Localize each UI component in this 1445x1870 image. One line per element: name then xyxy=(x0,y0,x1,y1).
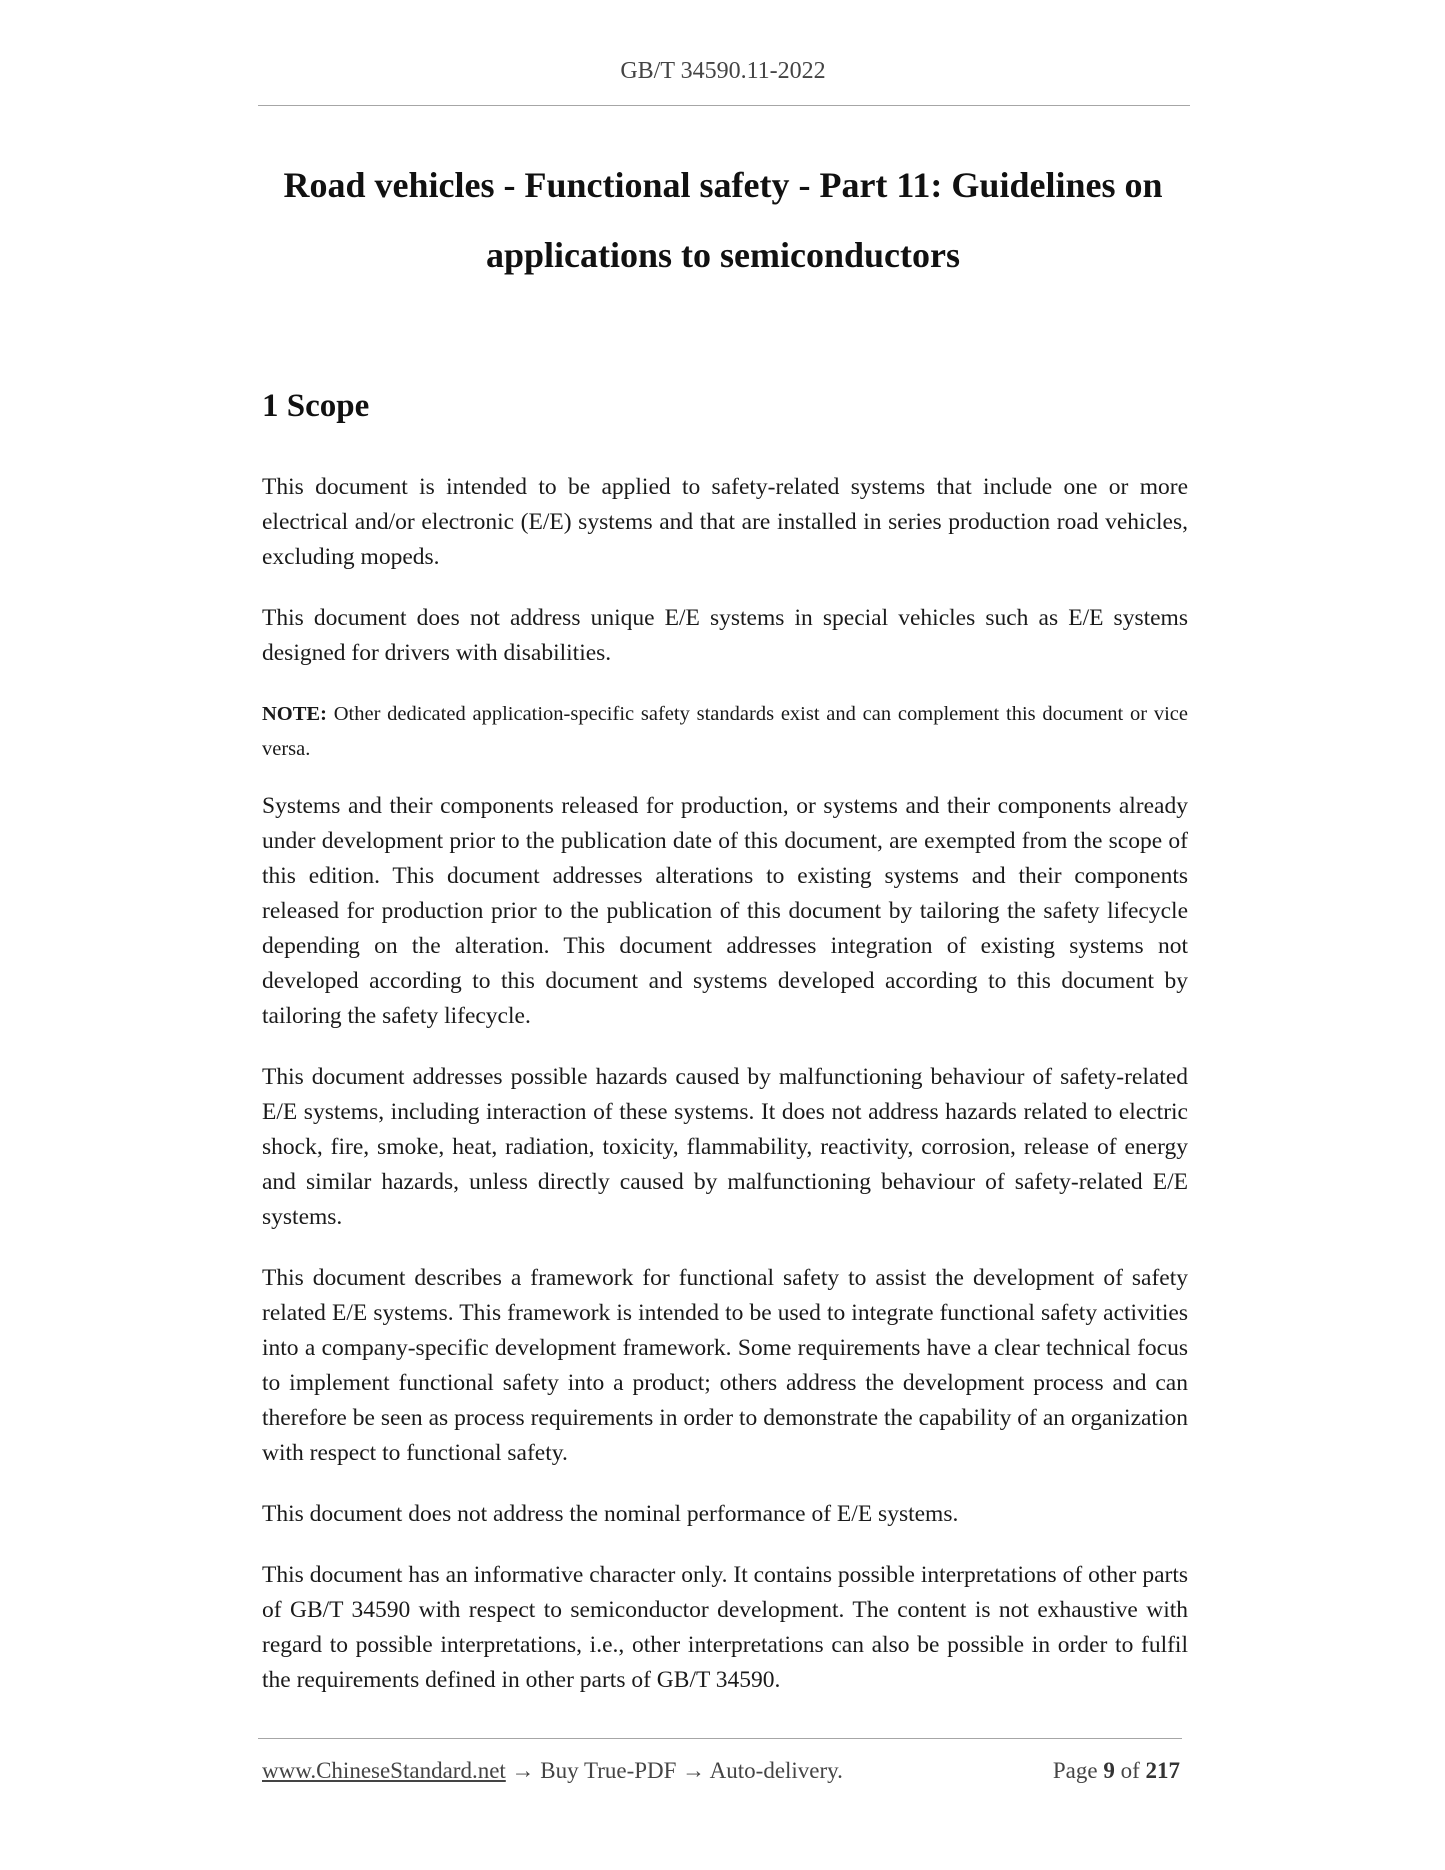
website-link[interactable]: www.ChineseStandard.net xyxy=(262,1758,506,1783)
paragraph: This document describes a framework for functional safety to assist the development of safety related E/E systems. This framework is intended to be used to integrate functional safety activities into a company-specific development framework. Some requirements have a clear technical focus to implement functional safety into a product; others address the development process and can therefore be seen as process requirements in order to demonstrate the capability of an organization with respect to functional safety. xyxy=(262,1265,1188,1466)
footer-tagline: → Buy True-PDF → Auto-delivery. xyxy=(511,1758,843,1783)
note-label: NOTE: xyxy=(262,703,327,725)
page-of-label: of xyxy=(1120,1758,1140,1783)
paragraph: This document is intended to be applied to safety-related systems that include one or more electrical and/or electronic (E/E) systems and that are installed in series production road vehicles, excluding mopeds. xyxy=(262,474,1188,570)
note xyxy=(262,697,1188,767)
note-text: Other dedicated application-specific safety standards exist and can complement this document or vice versa. xyxy=(262,703,1188,760)
section-heading: 1 Scope xyxy=(262,388,370,424)
footer-promo xyxy=(262,1758,843,1784)
paragraph: This document addresses possible hazards caused by malfunctioning behaviour of safety-related E/E systems, including interaction of these systems. It does not address hazards related to electric shock, fire, smoke, heat, radiation, toxicity, flammability, reactivity, corrosion, release of energy and similar hazards, unless directly caused by malfunctioning behaviour of safety-related E/E systems. xyxy=(262,1064,1188,1230)
paragraph: This document does not address unique E/E systems in special vehicles such as E/E systems designed for drivers with disabilities. xyxy=(262,605,1188,666)
document-title-line-2: applications to semiconductors xyxy=(485,235,960,275)
paragraph: This document has an informative character only. It contains possible interpretations of other parts of GB/T 34590 with respect to semiconductor development. The content is not exhaustive with regard to possible interpretations, i.e., other interpretations can also be possible in order to fulfil the requirements defined in other parts of GB/T 34590. xyxy=(262,1562,1188,1693)
page-indicator xyxy=(1053,1758,1180,1784)
paragraph: This document does not address the nominal performance of E/E systems. xyxy=(262,1501,959,1527)
section-body xyxy=(262,470,1188,1724)
page-total: 217 xyxy=(1145,1758,1180,1783)
paragraph: Systems and their components released for production, or systems and their components already under development prior to the publication date of this document, are exempted from the scope of this edition. This document addresses alterations to existing systems and their components released for production prior to the publication of this document by tailoring the safety lifecycle depending on the alteration. This document addresses integration of existing systems not developed according to this document and systems developed according to this document by tailoring the safety lifecycle. xyxy=(262,793,1188,1029)
page-label: Page xyxy=(1052,1758,1098,1783)
running-header: GB/T 34590.11-2022 xyxy=(620,58,826,84)
page-number: 9 xyxy=(1103,1758,1115,1783)
document-title-line-1: Road vehicles - Functional safety - Part 11: Guidelines on xyxy=(283,165,1163,205)
document-title xyxy=(258,150,1188,290)
header-divider xyxy=(258,105,1190,106)
footer-divider xyxy=(258,1738,1182,1739)
